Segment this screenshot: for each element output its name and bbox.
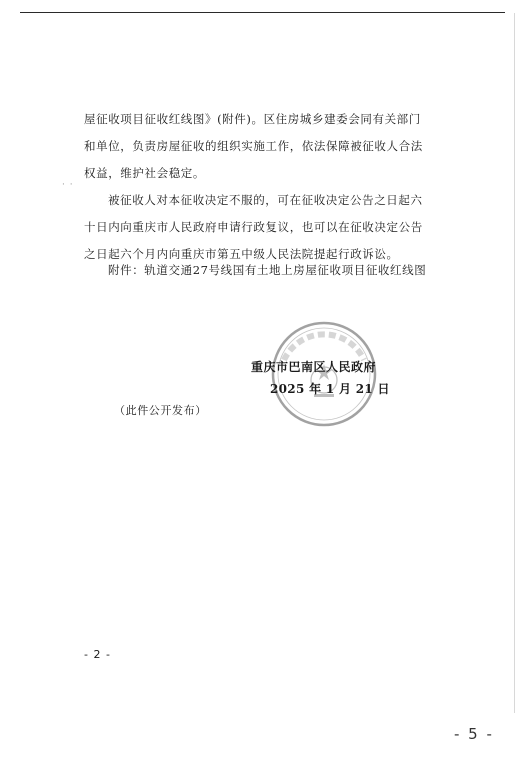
attachment-line: 附件：轨道交通27号线国有土地上房屋征收项目征收红线图: [108, 263, 427, 277]
issue-date: 2025 年 1 月 21 日: [270, 382, 390, 396]
inner-page-number: - 2 -: [84, 648, 111, 661]
outer-page-number: - 5 -: [454, 725, 494, 743]
body-line: 和单位，负责房屋征收的组织实施工作，依法保障被征收人合法: [84, 139, 423, 153]
seal-arc-text-hint: [284, 334, 364, 360]
document-body: [84, 106, 454, 268]
body-line: 之日起六个月内向重庆市第五中级人民法院提起行政诉讼。: [84, 247, 399, 261]
body-line: 屋征收项目征收红线图》(附件)。区住房城乡建委会同有关部门: [84, 112, 421, 126]
scan-noise: · ·: [62, 180, 74, 190]
body-line: 被征收人对本征收决定不服的，可在征收决定公告之日起六: [108, 193, 423, 207]
body-line: 十日内向重庆市人民政府申请行政复议，也可以在征收决定公告: [84, 220, 423, 234]
issuing-authority: 重庆市巴南区人民政府: [251, 360, 377, 374]
public-release-note: （此件公开发布）: [114, 404, 207, 417]
body-line: 权益，维护社会稳定。: [84, 166, 205, 180]
